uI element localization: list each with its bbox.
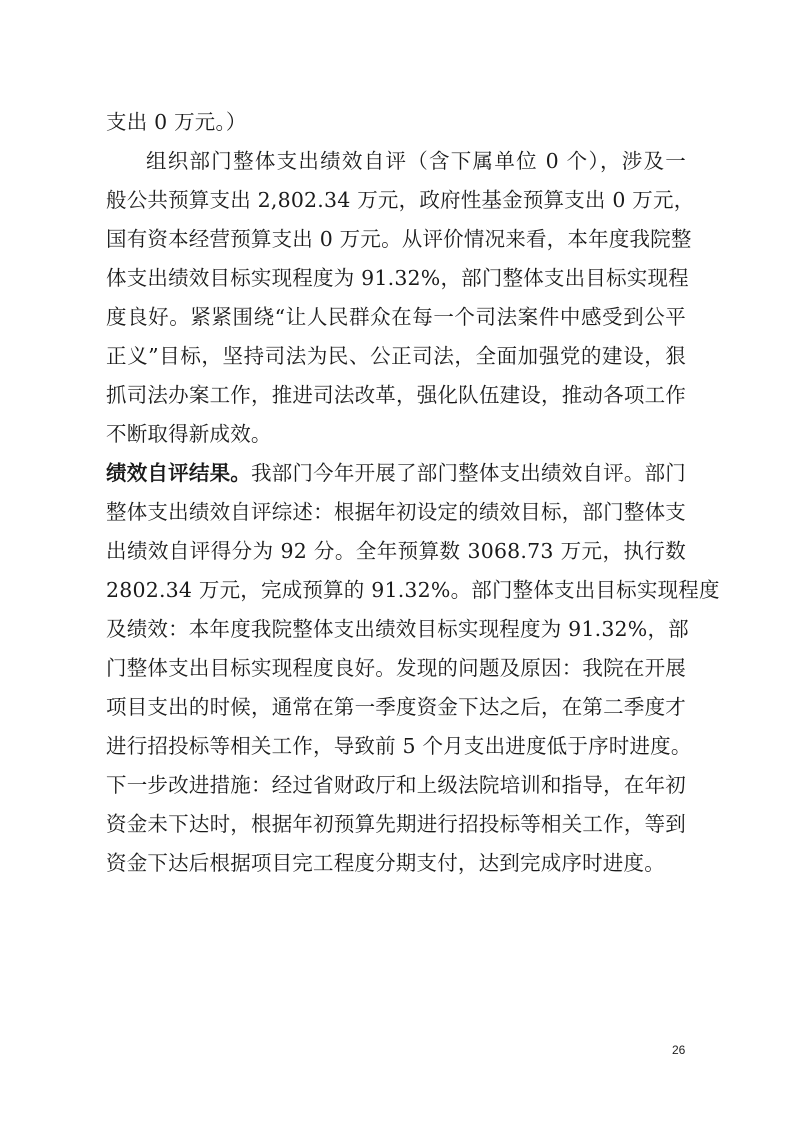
results-line-8: 进行招投标等相关工作，导致前 5 个月支出进度低于序时进度。: [106, 734, 692, 758]
results-line-10: 资金未下达时，根据年初预算先期进行招投标等相关工作，等到: [106, 812, 686, 836]
overall-line-2: 般公共预算支出 2,802.34 万元，政府性基金预算支出 0 万元，: [106, 188, 695, 212]
overall-line-3: 国有资本经营预算支出 0 万元。从评价情况来看，本年度我院整: [106, 227, 692, 251]
page-number: 26: [672, 1043, 686, 1057]
results-line-5: 及绩效：本年度我院整体支出绩效目标实现程度为 91.32%，部: [106, 617, 689, 641]
results-line-1: [106, 459, 686, 487]
results-line-6: 门整体支出目标实现程度良好。发现的问题及原因：我院在开展: [106, 656, 686, 680]
overall-line-1: 组织部门整体支出绩效自评（含下属单位 0 个），涉及一: [146, 149, 686, 173]
results-first-line-rest: 我部门今年开展了部门整体支出绩效自评。部门: [251, 461, 687, 485]
results-heading: 绩效自评结果。: [106, 461, 252, 485]
overall-line-7: 抓司法办案工作，推进司法改革，强化队伍建设，推动各项工作: [106, 383, 686, 407]
overall-line-4: 体支出绩效目标实现程度为 91.32%，部门整体支出目标实现程: [106, 266, 689, 290]
results-line-9: 下一步改进措施：经过省财政厅和上级法院培训和指导，在年初: [106, 773, 686, 797]
paragraph-tail-line-1: 支出 0 万元。）: [106, 110, 247, 134]
overall-line-8: 不断取得新成效。: [106, 422, 272, 446]
results-line-7: 项目支出的时候，通常在第一季度资金下达之后，在第二季度才: [106, 695, 686, 719]
results-line-3: 出绩效自评得分为 92 分。全年预算数 3068.73 万元，执行数: [106, 539, 686, 563]
results-line-4: 2802.34 万元，完成预算的 91.32%。部门整体支出目标实现程度: [106, 578, 720, 602]
overall-line-6: 正义”目标，坚持司法为民、公正司法，全面加强党的建设，狠: [106, 344, 686, 368]
results-line-11: 资金下达后根据项目完工程度分期支付，达到完成序时进度。: [106, 851, 665, 875]
overall-line-5: 度良好。紧紧围绕“让人民群众在每一个司法案件中感受到公平: [106, 305, 686, 329]
results-line-2: 整体支出绩效自评综述：根据年初设定的绩效目标，部门整体支: [106, 500, 686, 524]
